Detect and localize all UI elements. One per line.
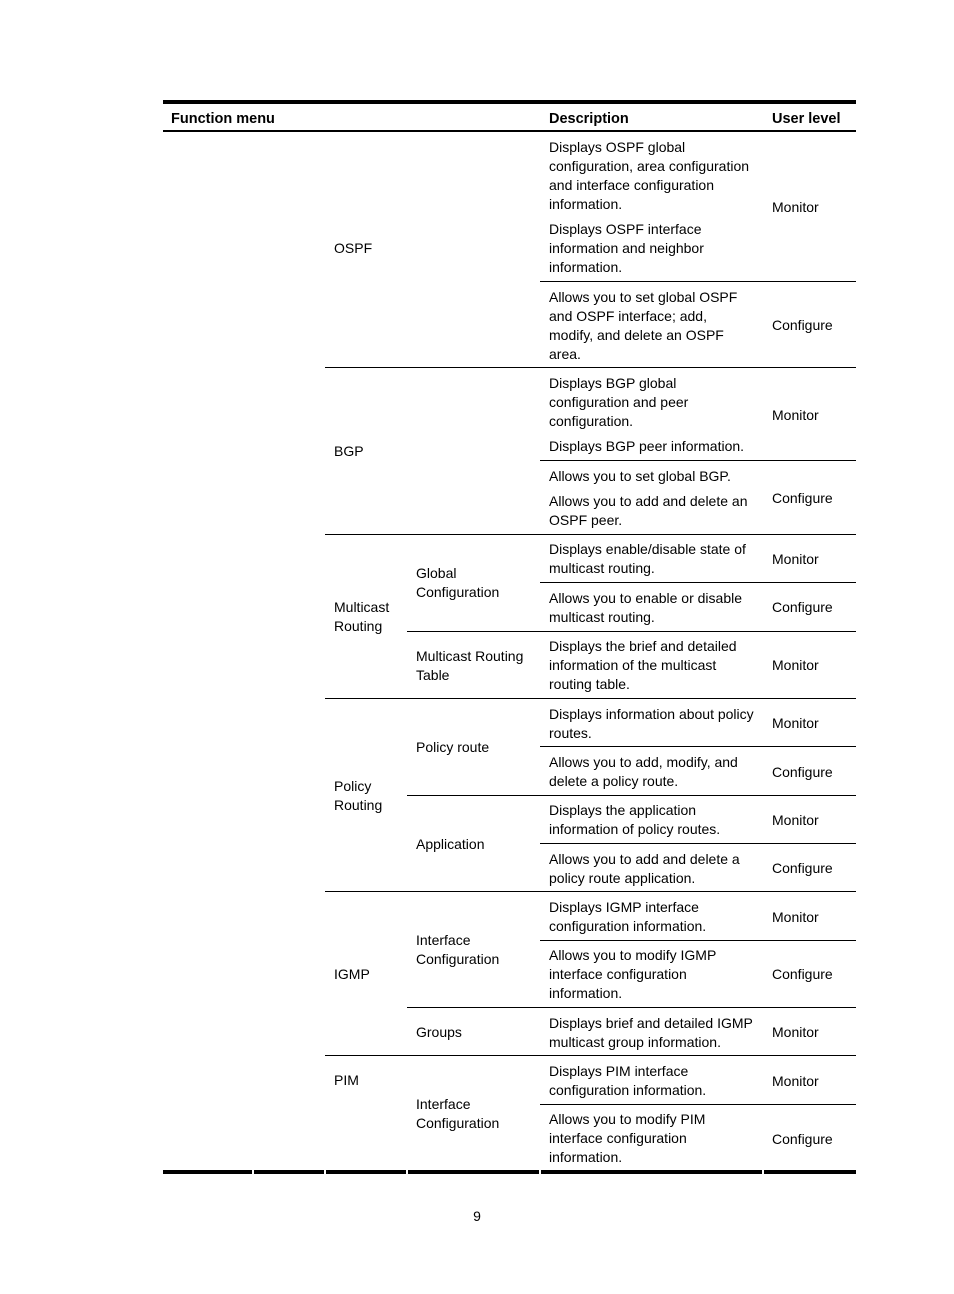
row-separator — [407, 795, 856, 796]
description-cell: Displays OSPF interface information and neighbor information. — [549, 221, 704, 275]
row-separator — [325, 891, 856, 892]
menu-multicast-routing: Multicast Routing — [334, 599, 390, 634]
user-level-cell: Monitor — [772, 715, 819, 731]
submenu-interface-configuration: Interface Configuration — [416, 932, 500, 967]
user-level-cell: Configure — [772, 599, 833, 615]
table-bottom-border — [764, 1170, 856, 1174]
user-level-cell: Configure — [772, 966, 833, 982]
description-cell: Displays PIM interface configuration information. — [549, 1063, 707, 1098]
description-cell: Allows you to add and delete a policy route application. — [549, 851, 740, 886]
header-bottom-border — [163, 130, 856, 132]
submenu-application: Application — [416, 836, 485, 852]
table-bottom-border — [326, 1170, 406, 1174]
row-separator — [540, 281, 856, 282]
submenu-global-configuration: Global Configuration — [416, 565, 500, 600]
table-top-border — [163, 100, 856, 104]
user-level-cell: Configure — [772, 490, 833, 506]
description-cell: Allows you to set global BGP. — [549, 468, 731, 484]
description-cell: Allows you to enable or disable multicast routing. — [549, 590, 743, 625]
row-separator — [540, 940, 856, 941]
page-number: 9 — [473, 1208, 481, 1224]
description-cell: Displays information about policy routes. — [549, 706, 754, 741]
description-cell: Displays the brief and detailed information of the multicast routing table. — [549, 638, 737, 692]
user-level-cell: Monitor — [772, 909, 819, 925]
user-level-cell: Monitor — [772, 657, 819, 673]
row-separator — [540, 746, 856, 747]
submenu-interface-configuration: Interface Configuration — [416, 1096, 500, 1131]
submenu-groups: Groups — [416, 1024, 462, 1040]
header-user-level: User level — [772, 111, 841, 127]
user-level-cell: Monitor — [772, 551, 819, 567]
table-bottom-border — [408, 1170, 539, 1174]
header-description: Description — [549, 111, 629, 127]
description-cell: Allows you to modify IGMP interface configuration information. — [549, 947, 717, 1001]
menu-igmp: IGMP — [334, 966, 370, 982]
user-level-cell: Configure — [772, 860, 833, 876]
row-separator — [540, 1104, 856, 1105]
description-cell: Displays the application information of policy routes. — [549, 802, 721, 837]
description-cell: Allows you to add and delete an OSPF peer. — [549, 493, 748, 528]
table-bottom-border — [163, 1170, 252, 1174]
row-separator — [325, 367, 856, 368]
row-separator — [407, 631, 856, 632]
submenu-multicast-routing-table: Multicast Routing Table — [416, 648, 524, 683]
user-level-cell: Monitor — [772, 812, 819, 828]
menu-policy-routing: Policy Routing — [334, 778, 383, 813]
description-cell: Allows you to set global OSPF and OSPF interface; add, modify, and delete an OSPF area. — [549, 289, 738, 362]
table-bottom-border — [541, 1170, 762, 1174]
menu-bgp: BGP — [334, 443, 364, 459]
description-cell: Displays enable/disable state of multicast routing. — [549, 541, 746, 576]
user-level-cell: Monitor — [772, 199, 819, 215]
user-level-cell: Monitor — [772, 407, 819, 423]
row-separator — [325, 1055, 856, 1056]
description-cell: Displays IGMP interface configuration information. — [549, 899, 707, 934]
table-bottom-border — [254, 1170, 324, 1174]
row-separator — [540, 460, 856, 461]
description-cell: Displays OSPF global configuration, area configuration and interface configuration information. — [549, 139, 750, 212]
user-level-cell: Configure — [772, 1131, 833, 1147]
row-separator — [540, 582, 856, 583]
description-cell: Displays brief and detailed IGMP multicast group information. — [549, 1015, 753, 1050]
submenu-policy-route: Policy route — [416, 739, 490, 755]
menu-pim: PIM — [334, 1072, 359, 1088]
user-level-cell: Configure — [772, 764, 833, 780]
description-cell: Displays BGP peer information. — [549, 438, 745, 454]
user-level-cell: Configure — [772, 317, 833, 333]
row-separator — [540, 843, 856, 844]
menu-ospf: OSPF — [334, 240, 373, 256]
user-level-cell: Monitor — [772, 1024, 819, 1040]
header-function-menu: Function menu — [171, 111, 275, 127]
row-separator — [407, 1007, 856, 1008]
row-separator — [325, 534, 856, 535]
description-cell: Allows you to modify PIM interface configuration information. — [549, 1111, 706, 1165]
user-level-cell: Monitor — [772, 1073, 819, 1089]
row-separator — [325, 698, 856, 699]
description-cell: Displays BGP global configuration and peer configuration. — [549, 375, 689, 429]
description-cell: Allows you to add, modify, and delete a policy route. — [549, 754, 738, 789]
